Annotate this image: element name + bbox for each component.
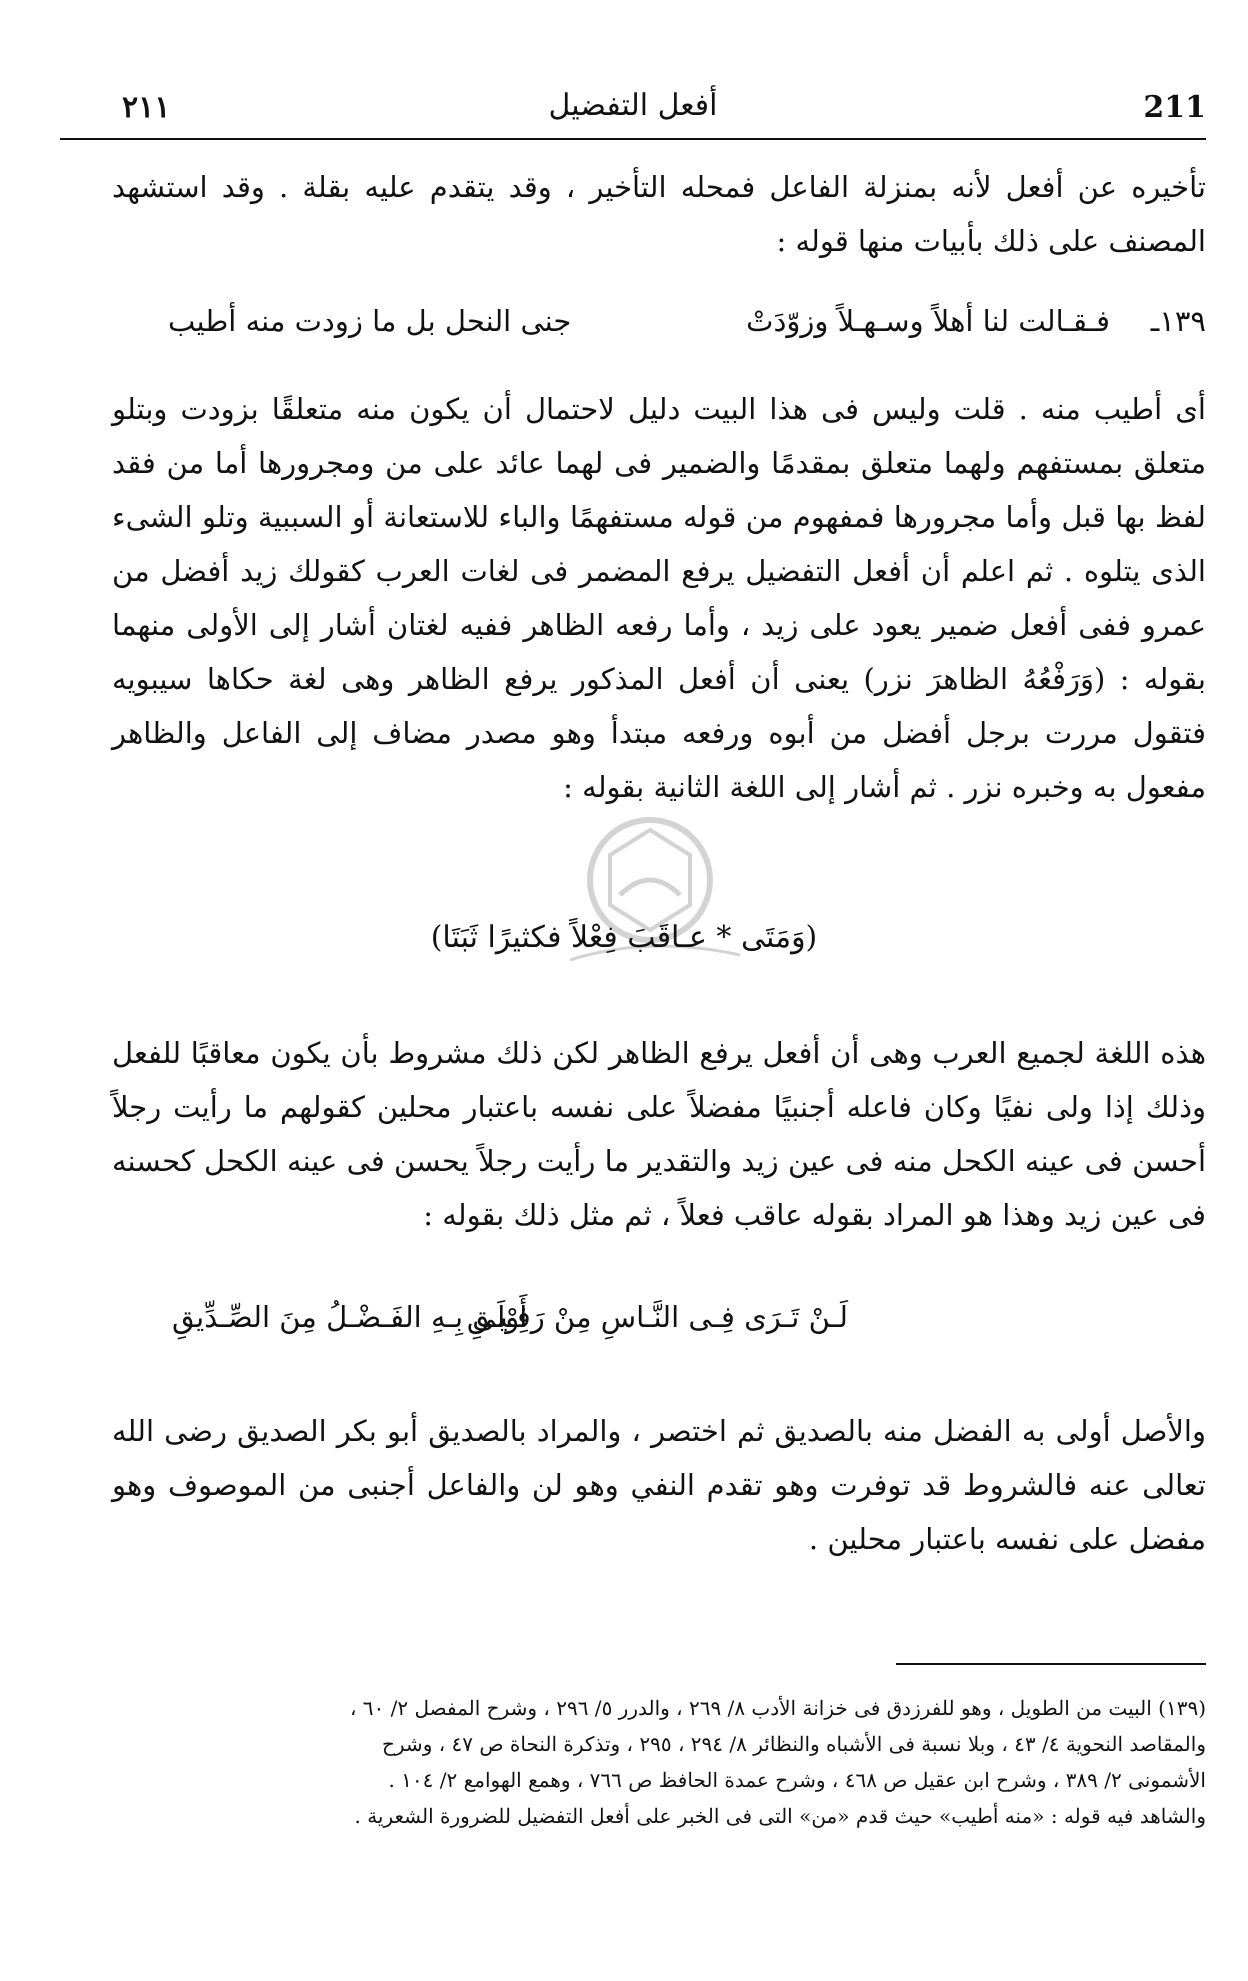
- footnote-line: (١٣٩) البيت من الطويل ، وهو للفرزدق فى خزانة الأدب ٨/ ٢٦٩ ، والدرر ٥/ ٢٩٦ ، وشرح المفصل ٢/ ٦٠ ،: [349, 1696, 1206, 1720]
- paragraph-4: والأصل أولى به الفضل منه بالصديق ثم اختصر ، والمراد بالصديق أبو بكر الصديق رضى الله تعالى عنه فالشروط قد توفرت وهو تقدم النفي وهو لن والفاعل أجنبى من الموصوف وهو مفضل على نفسه باعتبار محلين .: [112, 1414, 1206, 1556]
- verse-2-first-hemistich: لَـنْ تَـرَى فِـى النَّـاسِ مِنْ رَفِـيـقِ: [466, 1300, 848, 1334]
- footnote-line: والمقاصد النحوية ٤/ ٤٣ ، وبلا نسبة فى الأشباه والنظائر ٨/ ٢٩٤ ، ٢٩٥ ، وتذكرة النحاة ص ٤٧ ، وشرح: [381, 1732, 1206, 1756]
- verse-1-second-hemistich: جنى النحل بل ما زودت منه أطيب: [168, 304, 572, 338]
- verse-1-first-hemistich: فـقـالت لنا أهلاً وسـهـلاً وزوّدَتْ: [746, 304, 1110, 338]
- paragraph-2: أى أطيب منه . قلت وليس فى هذا البيت دليل لاحتمال أن يكون منه متعلقًا بزودت وبتلو متعلق بمستفهم ولهما متعلق بمقدمًا والضمير فى لهما عائد على من ومجرورها أما من فقد لفظ بها قبل وأما مجرورها فمفهوم من قوله مستفهمًا والباء للاستعانة أو السببية وتلو الشىء الذى يتلوه . ثم اعلم أن أفعل التفضيل يرفع المضمر فى لغات العرب كقولك زيد أفضل من عمرو ففى أفعل ضمير يعود على زيد ، وأما رفعه الظاهر ففيه لغتان أشار إلى الأولى منهما بقوله : (وَرَفْعُهُ الظاهرَ نزر) يعنى أن أفعل المذكور يرفع الظاهر وهى لغة حكاها سيبويه فتقول مررت برجل أفضل من أبوه ورفعه مبتدأ وهو مصدر مضاف إلى الفاعل والظاهر مفعول به وخبره نزر . ثم أشار إلى اللغة الثانية بقوله :: [112, 392, 1206, 804]
- verse-number: ١٣٩ـ: [1150, 304, 1206, 338]
- page-header: [60, 88, 1206, 138]
- chapter-title: أفعل التفضيل: [548, 88, 718, 123]
- footnote-block: [96, 1690, 1206, 1834]
- footnote-rule: [896, 1663, 1206, 1665]
- paragraph-3: هذه اللغة لجميع العرب وهى أن أفعل يرفع الظاهر لكن ذلك مشروط بأن يكون معاقبًا للفعل وذلك إذا ولى نفيًا وكان فاعله أجنبيًا مفضلاً على نفسه باعتبار محلين كقولهم ما رأيت رجلاً أحسن فى عينه الكحل منه فى عين زيد والتقدير ما رأيت رجلاً يحسن فى عينه الكحل كحسنه فى عين زيد وهذا هو المراد بقوله عاقب فعلاً ، ثم مثل ذلك بقوله :: [112, 1036, 1206, 1232]
- quoted-verse-line: (وَمَتَى * عـاقَبَ فِعْلاً فكثيرًا ثَبَتَا): [430, 920, 818, 955]
- verse-2-second-hemistich: أَوْلَى بِـهِ الفَـضْـلُ مِنَ الصِّـدِّيقِ: [172, 1300, 528, 1334]
- page-number-arabic: ٢١١: [122, 90, 171, 125]
- footnote-line: والشاهد فيه قوله : «منه أطيب» حيث قدم «من» التى فى الخبر على أفعل التفضيل للضرورة الشعرية .: [354, 1804, 1206, 1828]
- page-number-latin: 211: [1143, 90, 1206, 125]
- paragraph-1: تأخيره عن أفعل لأنه بمنزلة الفاعل فمحله التأخير ، وقد يتقدم عليه بقلة . وقد استشهد المصنف على ذلك بأبيات منها قوله :: [112, 170, 1206, 258]
- header-rule: [60, 138, 1206, 140]
- footnote-line: الأشمونى ٢/ ٣٨٩ ، وشرح ابن عقيل ص ٤٦٨ ، وشرح عمدة الحافظ ص ٧٦٦ ، وهمع الهوامع ٢/ ١٠٤ .: [388, 1768, 1206, 1792]
